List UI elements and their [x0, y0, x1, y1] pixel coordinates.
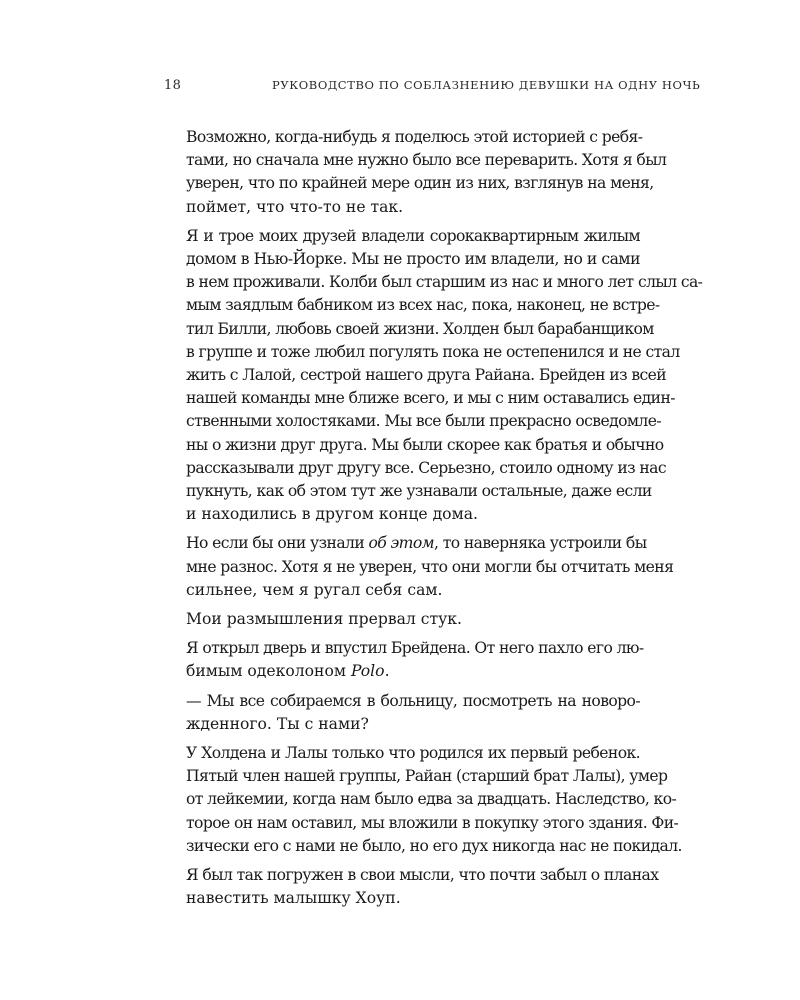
text-line: мым заядлым бабником из всех нас, пока, наконец, не встре-: [186, 296, 660, 315]
text-line: уверен, что по крайней мере один из них, взглянув на меня,: [186, 174, 654, 193]
paragraph-4: [164, 608, 640, 631]
text-line: от лейкемии, когда нам было едва за двадцать. Наследство, ко-: [186, 790, 677, 809]
text-line: — Мы все собираемся в больницу, посмотреть на новоро-: [186, 691, 640, 710]
text-run: бимым одеколоном: [186, 662, 351, 681]
text-line: У Холдена и Лалы только что родился их первый ребенок.: [186, 744, 640, 763]
italic-brand: Polo: [350, 662, 385, 681]
text-line: Пятый член нашей группы, Райан (старший брат Лалы), умер: [186, 767, 668, 786]
text-line: Мои размышления прервал стук.: [186, 610, 463, 629]
text-line: домом в Нью-Йорке. Мы не просто им владели, но и сами: [186, 250, 640, 269]
paragraph-8: [164, 864, 659, 910]
text-run: Но если бы они узнали: [186, 534, 369, 553]
text-line: [164, 532, 647, 555]
text-line: сильнее, чем я ругал себя сам.: [186, 580, 443, 599]
text-line: рассказывали друг другу все. Серьезно, стоило одному из нас: [186, 458, 667, 477]
text-line: ственными холостяками. Мы все были прекрасно осведомле-: [186, 412, 662, 431]
text-line: жить с Лалой, сестрой нашего друга Райана. Брейден из всей: [186, 366, 667, 385]
text-line: Я и трое моих друзей владели сорокаквартирным жилым: [186, 226, 640, 245]
text-line: тил Билли, любовь своей жизни. Холден был барабанщиком: [186, 319, 654, 338]
text-line: и находились в другом конце дома.: [186, 505, 478, 524]
text-run: , то наверняка устроили бы: [433, 534, 647, 553]
text-line: ны о жизни друг друга. Мы были скорее как братья и обычно: [186, 435, 664, 454]
paragraph-7: [164, 742, 682, 858]
text-line: Я открыл дверь и впустил Брейдена. От него пахло его лю-: [186, 639, 644, 658]
italic-phrase: об этом: [368, 534, 434, 553]
page-number: 18: [164, 78, 182, 93]
text-line: жденного. Ты с нами?: [186, 714, 369, 733]
text-line: Я был так погружен в свои мысли, что почти забыл о планах: [186, 866, 659, 885]
text-line: в группе и тоже любил погулять пока не остепенился и не стал: [186, 342, 680, 361]
text-line: в нем проживали. Колби был старшим из нас и много лет слыл са-: [186, 273, 703, 292]
text-line: зически его с нами не было, но его дух никогда нас не покидал.: [186, 836, 682, 855]
paragraph-2: [164, 225, 703, 527]
text-line: тами, но сначала мне нужно было все переварить. Хотя я был: [186, 151, 667, 170]
text-line: [164, 660, 640, 683]
text-run: .: [384, 662, 390, 681]
text-line: мне разнос. Хотя я не уверен, что они могли бы отчитать меня: [186, 557, 674, 576]
text-line: поймет, что что-то не так.: [186, 197, 404, 216]
paragraph-5: [164, 637, 644, 683]
text-line: нашей команды мне ближе всего, и мы с ним оставались един-: [186, 389, 675, 408]
paragraph-6-dialogue: [164, 690, 640, 736]
body-text: [164, 126, 703, 911]
text-line: навестить малышку Хоуп.: [186, 889, 401, 908]
text-line: пукнуть, как об этом тут же узнавали остальные, даже если: [186, 482, 652, 501]
paragraph-1: [164, 126, 667, 219]
text-line: торое он нам оставил, мы вложили в покупку этого здания. Фи-: [186, 813, 679, 832]
text-line: Возможно, когда-нибудь я поделюсь этой историей с ребя-: [186, 128, 643, 146]
running-title: РУКОВОДСТВО ПО СОБЛАЗНЕНИЮ ДЕВУШКИ НА ОДНУ НОЧЬ: [272, 78, 701, 92]
paragraph-3: [164, 532, 674, 602]
